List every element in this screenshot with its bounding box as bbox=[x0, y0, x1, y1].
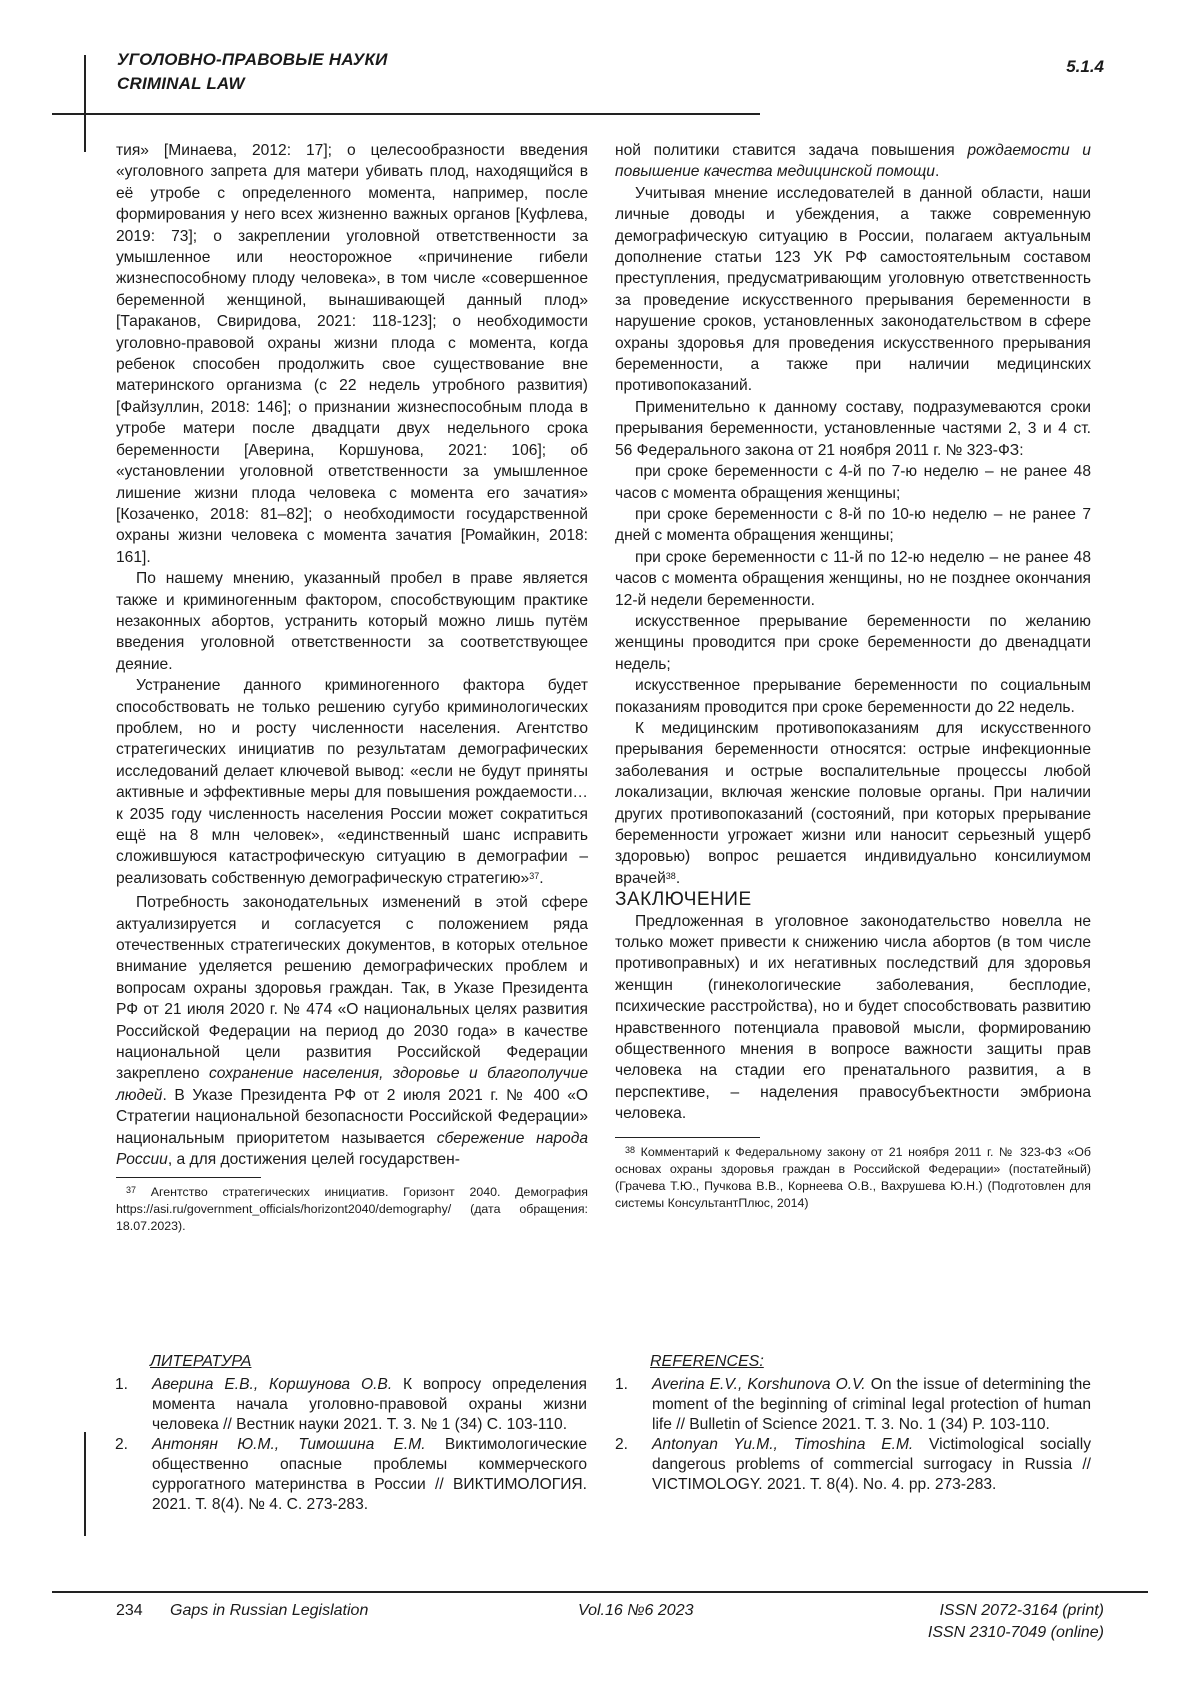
footnote-rule bbox=[615, 1137, 760, 1139]
footnote-ref: 37 bbox=[529, 870, 540, 881]
reference-item: 2. Антонян Ю.М., Тимошина Е.М. Виктимологические общественно опасные проблемы коммерческого суррогатного материнства в России // ВИКТИМОЛОГИЯ. 2021. Т. 8(4). № 4. С. 273-283. bbox=[115, 1436, 587, 1513]
footer-vertical-rule bbox=[84, 1432, 86, 1536]
paragraph: Устранение данного криминогенного фактора будет способствовать не только решению сугубо криминологических проблем, но и росту численности населения. Агентство стратегических инициатив по результатам демографических исследований делает ключевой вывод: «если не будут приняты активные и эффективные меры для повышения рождаемости…к 2035 году численность населения России может сократиться ещё на 8 млн человек», «единственный шанс исправить сложившуюся катастрофическую ситуацию в демографии – реализовать собственную демографическую стратегию»$^{37}$. bbox=[116, 677, 588, 887]
references-heading-ru: ЛИТЕРАТУРА bbox=[150, 1353, 252, 1370]
right-column bbox=[615, 140, 1091, 1212]
paragraph: Применительно к данному составу, подразумеваются сроки прерывания беременности, установленные частями 2, 3 и 4 ст. 56 Федерального закона от 21 ноября 2011 г. № 323-ФЗ: bbox=[615, 398, 1091, 459]
list-item: искусственное прерывание беременности по социальным показаниям проводится при сроке беременности до 22 недель. bbox=[615, 677, 1091, 716]
paragraph: Учитывая мнение исследователей в данной области, наши личные доводы и убеждения, а также современную демографическую ситуацию в России, полагаем актуальным дополнение статьи 123 УК РФ самостоятельным составом преступления, предусматривающим уголовную ответственность за проведение искусственного прерывания беременности в нарушение сроков, установленных законодательством в сфере охраны здоровья для проведения искусственного прерывания беременности, а также при наличии медицинских противопоказаний. bbox=[615, 184, 1091, 395]
header-vertical-rule bbox=[84, 55, 86, 152]
emphasis: сбережение народа России bbox=[116, 1129, 588, 1169]
specialty-code: 5.1.4 bbox=[1066, 57, 1104, 76]
emphasis: рождаемости и повышение качества медицинской помощи bbox=[615, 142, 1091, 181]
running-header bbox=[117, 48, 388, 96]
footnote-ref: 38 bbox=[665, 870, 676, 881]
list-item: при сроке беременности с 4-й по 7-ю неделю – не ранее 48 часов с момента обращения женщины; bbox=[615, 463, 1091, 502]
paragraph: К медицинским противопоказаниям для искусственного прерывания беременности относятся: острые инфекционные заболевания и острые воспалительные процессы любой локализации, включая женские половые органы. При наличии других противопоказаний (состояний, при которых прерывание беременности угрожает жизни или наносит серьезный ущерб здоровью) вопрос решается индивидуально консилиумом врачей$^{38}$. bbox=[615, 719, 1091, 887]
list-item: при сроке беременности с 11-й по 12-ю неделю – не ранее 48 часов с момента обращения женщины, но не позднее окончания 12-й недели беременности. bbox=[615, 548, 1091, 609]
footnote-rule bbox=[116, 1177, 261, 1179]
references-heading-en: REFERENCES: bbox=[650, 1353, 764, 1370]
footer-horizontal-rule bbox=[52, 1591, 1148, 1593]
left-column bbox=[116, 140, 588, 1235]
issn-print: ISSN 2072-3164 (print) bbox=[939, 1602, 1104, 1619]
volume-info: Vol.16 №6 2023 bbox=[578, 1602, 694, 1619]
page-number: 234 bbox=[116, 1602, 143, 1619]
reference-authors: Averina E.V., Korshunova O.V. bbox=[652, 1376, 866, 1393]
section-title-ru: УГОЛОВНО-ПРАВОВЫЕ НАУКИ bbox=[117, 50, 388, 69]
section-heading: ЗАКЛЮЧЕНИЕ bbox=[615, 889, 752, 911]
emphasis: сохранение населения, здоровье и благополучие людей bbox=[116, 1065, 588, 1104]
reference-item: 1. Averina E.V., Korshunova O.V. On the issue of determining the moment of the beginning of criminal legal protection of human life // Bulletin of Science 2021. T. 3. No. 1 (34) P. 103-110. bbox=[615, 1376, 1091, 1433]
footnote-38: $^{38}$ Комментарий к Федеральному закону от 21 ноября 2011 г. № 323-ФЗ «Об основах охраны здоровья граждан в Российской Федерации» (постатейный) (Грачева Т.Ю., Пучкова В.В., Корнеева О.В., Вахрушева Ю.Н.) (Подготовлен для системы КонсультантПлюс, 2014) bbox=[615, 1145, 1091, 1211]
paragraph: тия» [Минаева, 2012: 17]; о целесообразности введения «уголовного запрета для матери убивать плод, находящийся в её утробе с определенного момента, например, после формирования у него всех жизненно важных органов [Куфлева, 2019: 73]; о закреплении уголовной ответственности за умышленное или неосторожное «причинение гибели жизнеспособному плоду человека», в том числе «совершенное беременной женщиной, вынашивающей данный плод» [Тараканов, Свиридова, 2021: 118-123]; о необходимости уголовно-правовой охраны жизни плода с момента, когда ребенок способен продолжить свое существование вне материнского организма (с 22 недель утробного развития) [Файзуллин, 2018: 146]; о признании жизнеспособным плода в утробе матери после двадцати двух недельного срока беременности [Аверина, Коршунова, 2021: 106]; об «установлении уголовной ответственности за умышленное лишение жизни плода человека с момента его зачатия» [Козаченко, 2018: 81–82]; о необходимости государственной охраны жизни человека с момента зачатия [Ромайкин, 2018: 161]. bbox=[116, 142, 588, 566]
journal-name: Gaps in Russian Legislation bbox=[170, 1602, 369, 1619]
section-title-en: CRIMINAL LAW bbox=[117, 74, 245, 93]
list-item: искусственное прерывание беременности по желанию женщины проводится при сроке беременности до двенадцати недель; bbox=[615, 612, 1091, 673]
paragraph: ной политики ставится задача повышения рождаемости и повышение качества медицинской помощи. bbox=[615, 142, 1091, 181]
reference-item: 1. Аверина Е.В., Коршунова О.В. К вопросу определения момента начала уголовно-правовой охраны жизни человека // Вестник науки 2021. Т. 3. № 1 (34) С. 103-110. bbox=[115, 1376, 587, 1433]
issn-online: ISSN 2310-7049 (online) bbox=[927, 1624, 1104, 1641]
footnote-37: $^{37}$ Агентство стратегических инициатив. Горизонт 2040. Демография https://asi.ru/government_officials/horizont2040/demography/ (дата обращения: 18.07.2023). bbox=[116, 1185, 588, 1233]
reference-authors: Antonyan Yu.M., Timoshina E.M. bbox=[652, 1436, 914, 1453]
references-list-en bbox=[615, 1375, 1091, 1495]
list-item: при сроке беременности с 8-й по 10-ю неделю – не ранее 7 дней с момента обращения женщины; bbox=[615, 505, 1091, 545]
reference-item: 2. Antonyan Yu.M., Timoshina E.M. Victimological socially dangerous problems of commercial surrogacy in Russia // VICTIMOLOGY. 2021. T. 8(4). No. 4. pp. 273-283. bbox=[615, 1436, 1091, 1493]
paragraph: Потребность законодательных изменений в этой сфере актуализируется и согласуется с положением ряда отечественных стратегических документов, в которых отельное внимание уделяется решению демографических проблем и вопросам охраны здоровья граждан. Так, в Указе Президента РФ от 21 июля 2020 г. № 474 «О национальных целях развития Российской Федерации на период до 2030 года» в качестве национальной цели развития Российской Федерации закреплено сохранение населения, здоровье и благополучие людей. В Указе Президента РФ от 2 июля 2021 г. № 400 «О Стратегии национальной безопасности Российской Федерации» национальным приоритетом называется сбережение народа России, а для достижения целей государствен- bbox=[116, 894, 588, 1169]
header-horizontal-rule bbox=[52, 113, 760, 115]
reference-authors: Антонян Ю.М., Тимошина Е.М. bbox=[152, 1436, 426, 1453]
paragraph: По нашему мнению, указанный пробел в праве является также и криминогенным фактором, способствующим практике незаконных абортов, устранить который можно лишь путём введения уголовной ответственности за соответствующее деяние. bbox=[116, 570, 588, 673]
paragraph: Предложенная в уголовное законодательство новелла не только может привести к снижению числа абортов (в том числе противоправных) и их негативных последствий для здоровья женщин (гинекологические заболевания, бесплодие, психические расстройства), но и будет способствовать развитию нравственного потенциала правовой мысли, формированию общественного мнения в вопросе важности защиты прав человека на стадии его пренатального развития, а в перспективе, – наделения правосубъектности эмбриона человека. bbox=[615, 912, 1091, 1123]
references-list-ru bbox=[115, 1375, 587, 1515]
reference-authors: Аверина Е.В., Коршунова О.В. bbox=[152, 1376, 393, 1393]
